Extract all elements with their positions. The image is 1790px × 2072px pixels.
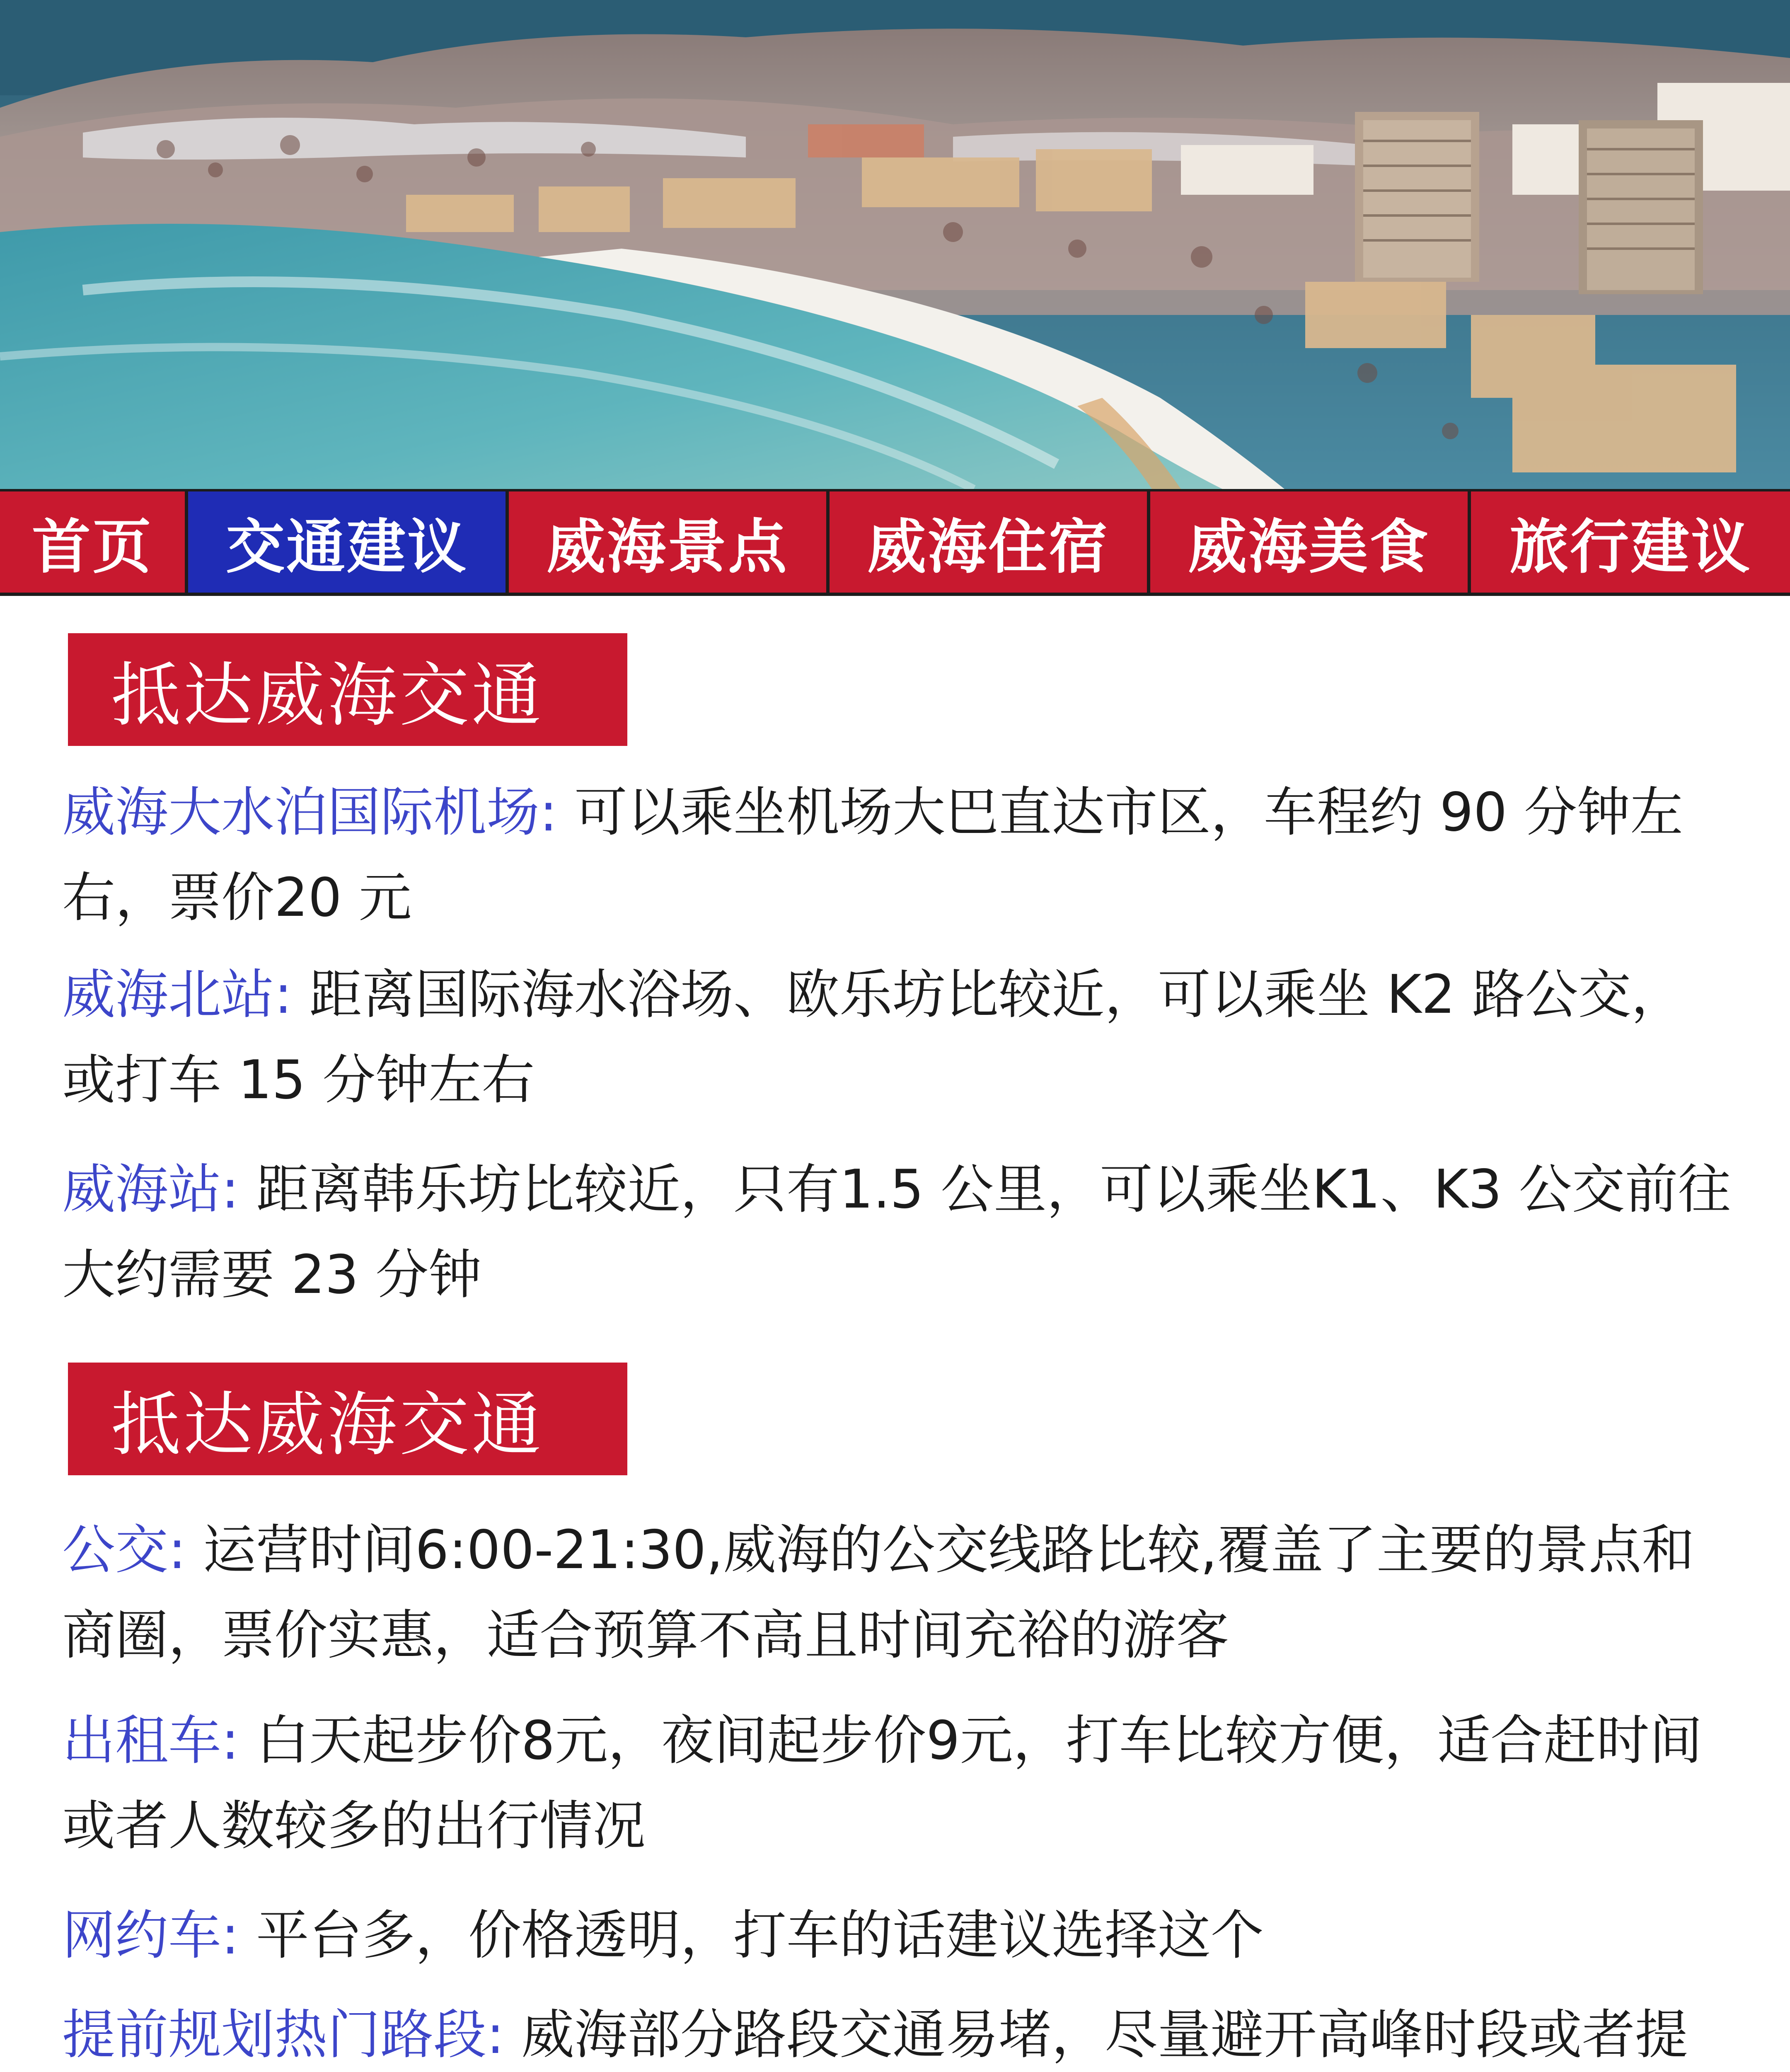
nav-tab-transport[interactable]: 交通建议 <box>188 491 509 593</box>
info-item-taxi <box>62 1698 1736 1869</box>
hero-image <box>0 0 1790 489</box>
section-title-arrival: 抵达威海交通 <box>68 633 627 746</box>
info-text: 运营时间6:00-21:30,威海的公交线路比较,覆盖了主要的景点和商圈，票价实惠，适合预算不高且时间充裕的游客 <box>62 1519 1695 1666</box>
section-title-local: 抵达威海交通 <box>68 1363 627 1475</box>
info-label: 威海站: <box>62 1159 239 1220</box>
info-label: 威海北站: <box>62 964 293 1026</box>
info-item-ride-hailing <box>62 1893 1736 1978</box>
info-item-airport <box>62 770 1736 941</box>
info-label: 提前规划热门路段: <box>62 2004 505 2066</box>
nav-tab-lodging[interactable]: 威海住宿 <box>830 491 1150 593</box>
info-text: 平台多，价格透明，打车的话建议选择这个 <box>256 1905 1264 1966</box>
info-item-north-station <box>62 952 1736 1123</box>
top-nav <box>0 489 1790 596</box>
info-label: 出租车: <box>62 1710 239 1772</box>
info-label: 威海大水泊国际机场: <box>62 782 558 843</box>
info-label: 网约车: <box>62 1905 239 1966</box>
info-item-station <box>62 1147 1736 1318</box>
info-label: 公交: <box>62 1519 186 1581</box>
coastal-city-illustration <box>0 0 1790 489</box>
info-item-route-planning <box>62 1992 1736 2072</box>
info-text: 白天起步价8元，夜间起步价9元，打车比较方便，适合赶时间或者人数较多的出行情况 <box>62 1710 1703 1857</box>
info-text: 威海部分路段交通易堵，尽量避开高峰时段或者提 <box>521 2004 1688 2066</box>
nav-tab-food[interactable]: 威海美食 <box>1150 491 1471 593</box>
info-text: 可以乘坐机场大巴直达市区，车程约 90 分钟左右，票价20 元 <box>62 782 1684 929</box>
info-item-bus <box>62 1508 1736 1678</box>
nav-tab-travel-tips[interactable]: 旅行建议 <box>1471 491 1790 593</box>
info-text: 距离国际海水浴场、欧乐坊比较近，可以乘坐 K2 路公交，或打车 15 分钟左右 <box>62 964 1684 1111</box>
info-text: 距离韩乐坊比较近，只有1.5 公里，可以乘坐K1、K3 公交前往大约需要 23 分钟 <box>62 1159 1731 1306</box>
nav-tab-attractions[interactable]: 威海景点 <box>509 491 830 593</box>
nav-tab-home[interactable]: 首页 <box>0 491 188 593</box>
